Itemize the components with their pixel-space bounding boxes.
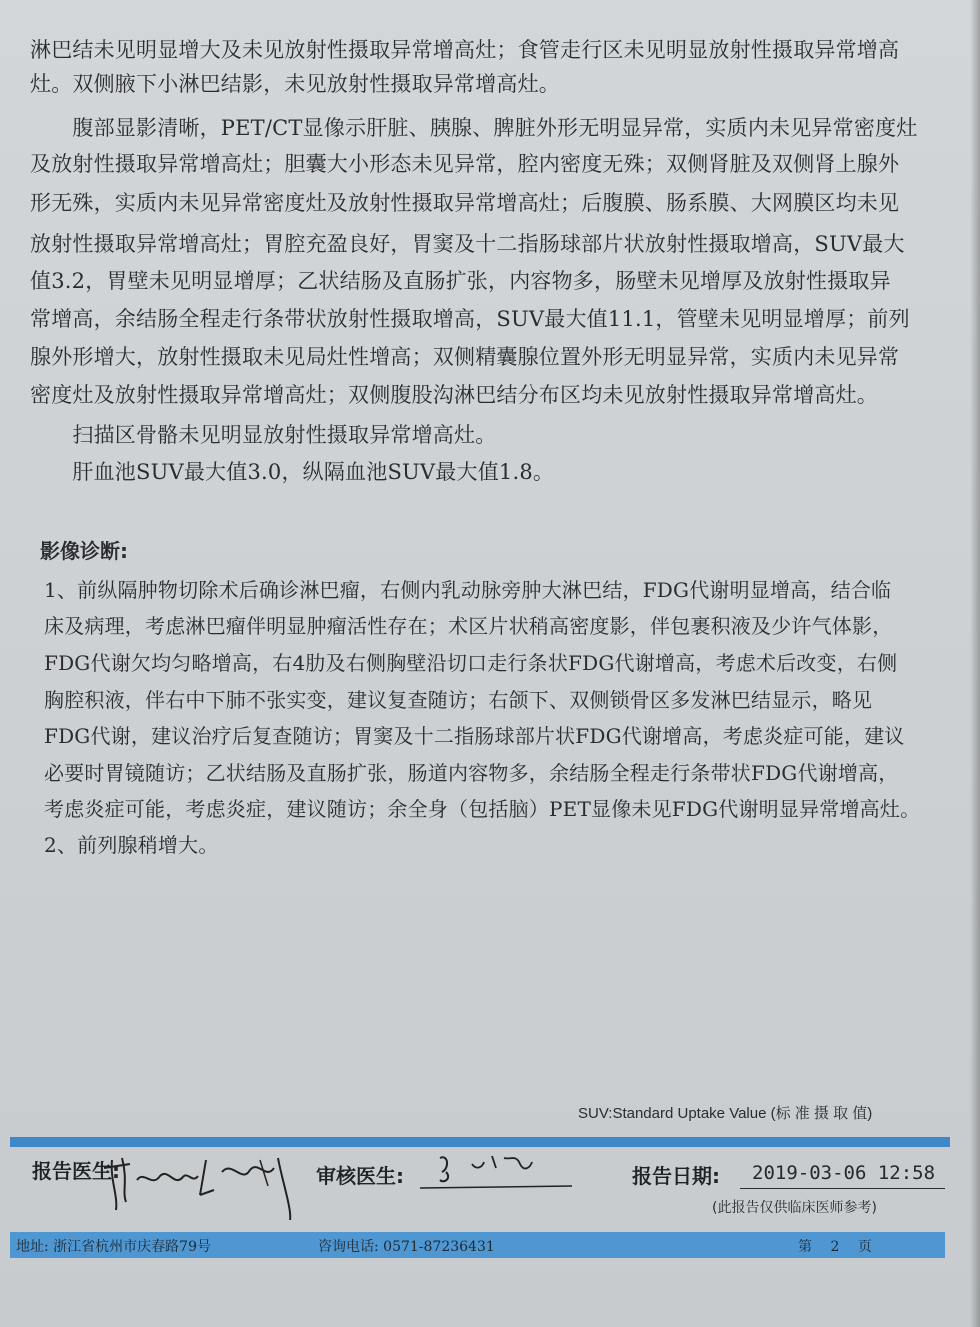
reviewer-signature (412, 1148, 592, 1198)
reporter-label: 报告医生: (32, 1159, 120, 1183)
date-underline (740, 1188, 945, 1189)
findings-line: 常增高，余结肠全程走行条带状放射性摄取增高，SUV最大值11.1，管壁未见明显增厚；前列 (30, 307, 910, 331)
report-date-label: 报告日期: (632, 1164, 720, 1188)
findings-line: 放射性摄取异常增高灶；胃腔充盈良好，胃窦及十二指肠球部片状放射性摄取增高，SUV最大 (30, 232, 905, 256)
reviewer-label: 审核医生: (316, 1164, 404, 1188)
hospital-address: 地址: 浙江省杭州市庆春路79号 (16, 1239, 211, 1255)
suv-definition-note: SUV:Standard Uptake Value (标 准 摄 取 值) (578, 1105, 873, 1122)
diagnosis-line: 考虑炎症可能，考虑炎症，建议随访；余全身（包括脑）PET显像未见FDG代谢明显异常增高灶。 (44, 797, 921, 821)
findings-line: 值3.2，胃壁未见明显增厚；乙状结肠及直肠扩张，内容物多，肠壁未见增厚及放射性摄取异 (30, 269, 891, 293)
findings-line: 淋巴结未见明显增大及未见放射性摄取异常增高灶；食管走行区未见明显放射性摄取异常增高 (30, 38, 900, 62)
findings-line: 灶。双侧腋下小淋巴结影，未见放射性摄取异常增高灶。 (30, 72, 560, 96)
consult-phone: 咨询电话: 0571-87236431 (318, 1239, 495, 1255)
findings-line: 形无殊，实质内未见异常密度灶及放射性摄取异常增高灶；后腹膜、肠系膜、大网膜区均未见 (30, 191, 900, 215)
reporter-signature (82, 1140, 302, 1220)
diagnosis-line: 1、前纵隔肿物切除术后确诊淋巴瘤，右侧内乳动脉旁肿大淋巴结，FDG代谢明显增高，结合临 (44, 578, 892, 602)
findings-line: 肝血池SUV最大值3.0，纵隔血池SUV最大值1.8。 (30, 460, 555, 484)
page-indicator (798, 1236, 872, 1256)
diagnosis-heading: 影像诊断: (40, 539, 128, 563)
diagnosis-line: 床及病理，考虑淋巴瘤伴明显肿瘤活性存在；术区片状稍高密度影，伴包裹积液及少许气体影， (44, 614, 893, 638)
findings-line: 腹部显影清晰，PET/CT显像示肝脏、胰腺、脾脏外形无明显异常，实质内未见异常密度灶 (30, 116, 918, 140)
page-prefix: 第 (798, 1239, 812, 1255)
findings-line: 扫描区骨骼未见明显放射性摄取异常增高灶。 (30, 423, 497, 447)
page-number: 2 (830, 1239, 840, 1255)
diagnosis-line: 必要时胃镜随访；乙状结肠及直肠扩张，肠道内容物多，余结肠全程走行条带状FDG代谢增高， (44, 761, 899, 785)
findings-line: 密度灶及放射性摄取异常增高灶；双侧腹股沟淋巴结分布区均未见放射性摄取异常增高灶。 (30, 383, 878, 407)
diagnosis-line: 2、前列腺稍增大。 (44, 833, 219, 857)
diagnosis-line: 胸腔积液，伴右中下肺不张实变，建议复查随访；右颌下、双侧锁骨区多发淋巴结显示，略见 (44, 688, 873, 712)
findings-line: 及放射性摄取异常增高灶；胆囊大小形态未见异常，腔内密度无殊；双侧肾脏及双侧肾上腺外 (30, 152, 900, 176)
report-date-value: 2019-03-06 12:58 (752, 1162, 936, 1184)
diagnosis-line: FDG代谢欠均匀略增高，右4肋及右侧胸壁沿切口走行条状FDG代谢增高，考虑术后改变，右侧 (44, 651, 898, 675)
findings-line: 腺外形增大，放射性摄取未见局灶性增高；双侧精囊腺位置外形无明显异常，实质内未见异常 (30, 345, 900, 369)
diagnosis-line: FDG代谢，建议治疗后复查随访；胃窦及十二指肠球部片状FDG代谢增高，考虑炎症可能，建议 (44, 724, 905, 748)
report-disclaimer: (此报告仅供临床医师参考) (712, 1200, 877, 1216)
page-suffix: 页 (857, 1239, 872, 1255)
page-edge-shadow (970, 0, 980, 1327)
